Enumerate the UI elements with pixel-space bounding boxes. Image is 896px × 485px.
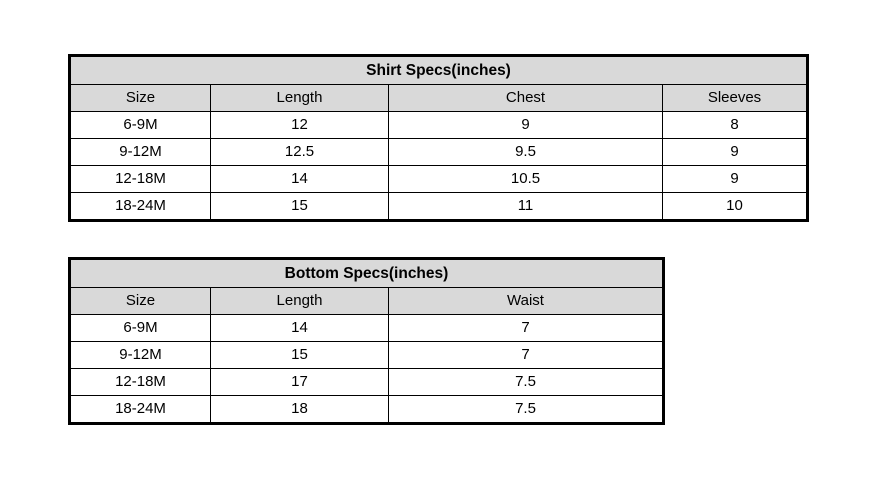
table-header-row	[71, 288, 663, 315]
table-row	[71, 112, 807, 139]
shirt-specs-table	[70, 56, 807, 220]
cell-size: 9-12M	[71, 342, 211, 369]
bottom-specs-table-container	[68, 257, 665, 425]
cell-waist: 7	[389, 342, 663, 369]
cell-size: 6-9M	[71, 315, 211, 342]
column-header-length: Length	[211, 288, 389, 315]
cell-length: 15	[211, 342, 389, 369]
cell-length: 12.5	[211, 139, 389, 166]
cell-length: 18	[211, 396, 389, 423]
table-title-row	[71, 57, 807, 85]
cell-length: 12	[211, 112, 389, 139]
cell-size: 9-12M	[71, 139, 211, 166]
shirt-specs-title: Shirt Specs(inches)	[71, 57, 807, 85]
cell-chest: 9	[389, 112, 663, 139]
table-row	[71, 342, 663, 369]
cell-chest: 9.5	[389, 139, 663, 166]
bottom-specs-title: Bottom Specs(inches)	[71, 260, 663, 288]
cell-chest: 10.5	[389, 166, 663, 193]
cell-size: 12-18M	[71, 166, 211, 193]
cell-sleeves: 10	[663, 193, 807, 220]
table-row	[71, 166, 807, 193]
bottom-specs-table	[70, 259, 663, 423]
table-row	[71, 139, 807, 166]
table-row	[71, 193, 807, 220]
cell-size: 6-9M	[71, 112, 211, 139]
cell-sleeves: 9	[663, 166, 807, 193]
size-chart-sheet	[68, 54, 828, 430]
table-title-row	[71, 260, 663, 288]
table-row	[71, 369, 663, 396]
cell-sleeves: 8	[663, 112, 807, 139]
cell-waist: 7.5	[389, 369, 663, 396]
cell-waist: 7	[389, 315, 663, 342]
table-row	[71, 315, 663, 342]
cell-size: 18-24M	[71, 396, 211, 423]
column-header-sleeves: Sleeves	[663, 85, 807, 112]
cell-sleeves: 9	[663, 139, 807, 166]
cell-length: 15	[211, 193, 389, 220]
table-header-row	[71, 85, 807, 112]
table-row	[71, 396, 663, 423]
column-header-length: Length	[211, 85, 389, 112]
cell-chest: 11	[389, 193, 663, 220]
shirt-specs-table-container	[68, 54, 809, 222]
cell-length: 14	[211, 166, 389, 193]
cell-length: 14	[211, 315, 389, 342]
column-header-size: Size	[71, 85, 211, 112]
cell-size: 18-24M	[71, 193, 211, 220]
column-header-waist: Waist	[389, 288, 663, 315]
cell-waist: 7.5	[389, 396, 663, 423]
table-spacer	[68, 227, 828, 257]
column-header-chest: Chest	[389, 85, 663, 112]
column-header-size: Size	[71, 288, 211, 315]
cell-size: 12-18M	[71, 369, 211, 396]
cell-length: 17	[211, 369, 389, 396]
